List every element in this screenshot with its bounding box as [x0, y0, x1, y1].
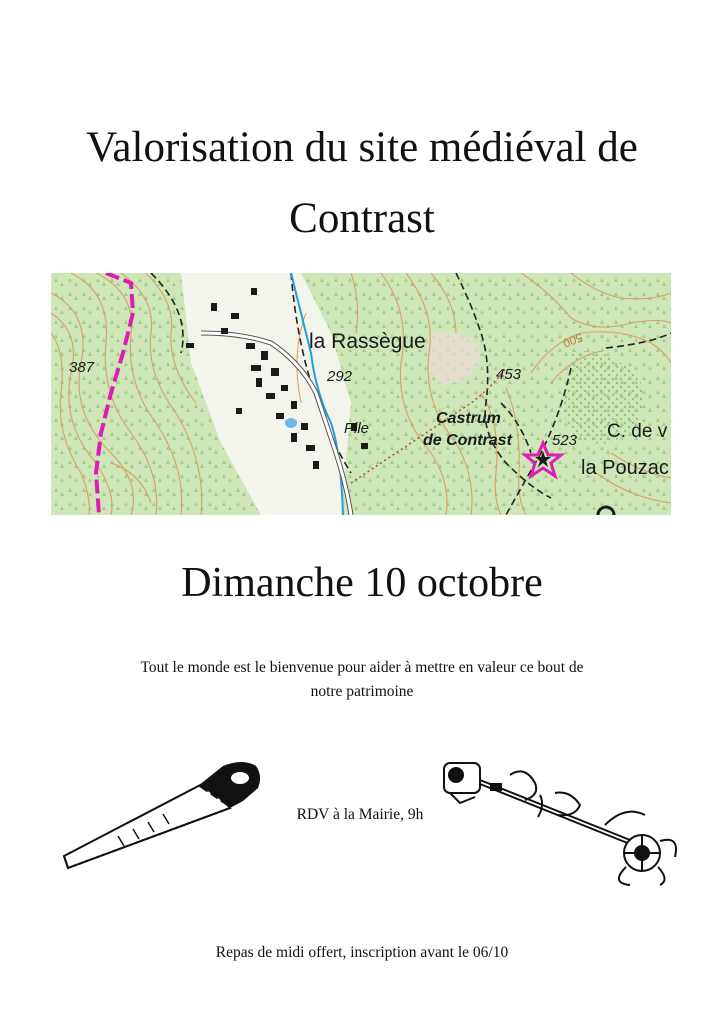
label-c-de: C. de v: [607, 421, 668, 442]
label-plle: Plle: [344, 420, 370, 437]
label-altitude-292: 292: [327, 368, 353, 385]
label-de-contrast: de Contrast: [423, 432, 512, 449]
intro-text: [90, 656, 634, 704]
hand-saw-icon: [58, 756, 268, 881]
intro-line-2: notre patrimoine: [310, 683, 414, 700]
poster-title: [0, 112, 724, 254]
pond: [285, 418, 297, 428]
label-la-rassegue: la Rassègue: [309, 330, 426, 353]
brush-cutter-icon: [430, 745, 690, 895]
label-contour-500: 500: [561, 330, 585, 351]
title-line-2: Contrast: [289, 195, 435, 242]
intro-line-1: Tout le monde est le bienvenue pour aider à mettre en valeur ce bout de: [140, 659, 584, 676]
title-line-1: Valorisation du site médiéval de: [86, 124, 638, 171]
label-altitude-453: 453: [496, 366, 522, 383]
event-date: Dimanche 10 octobre: [181, 560, 543, 606]
meeting-point: RDV à la Mairie, 9h: [296, 806, 424, 823]
lunch-info: Repas de midi offert, inscription avant le 06/10: [215, 944, 509, 961]
label-altitude-387: 387: [69, 359, 95, 376]
topographic-map: [51, 273, 671, 515]
label-altitude-523: 523: [552, 432, 578, 449]
label-castrum: Castrum: [436, 410, 501, 427]
label-la-pouzac: la Pouzac: [581, 457, 669, 479]
